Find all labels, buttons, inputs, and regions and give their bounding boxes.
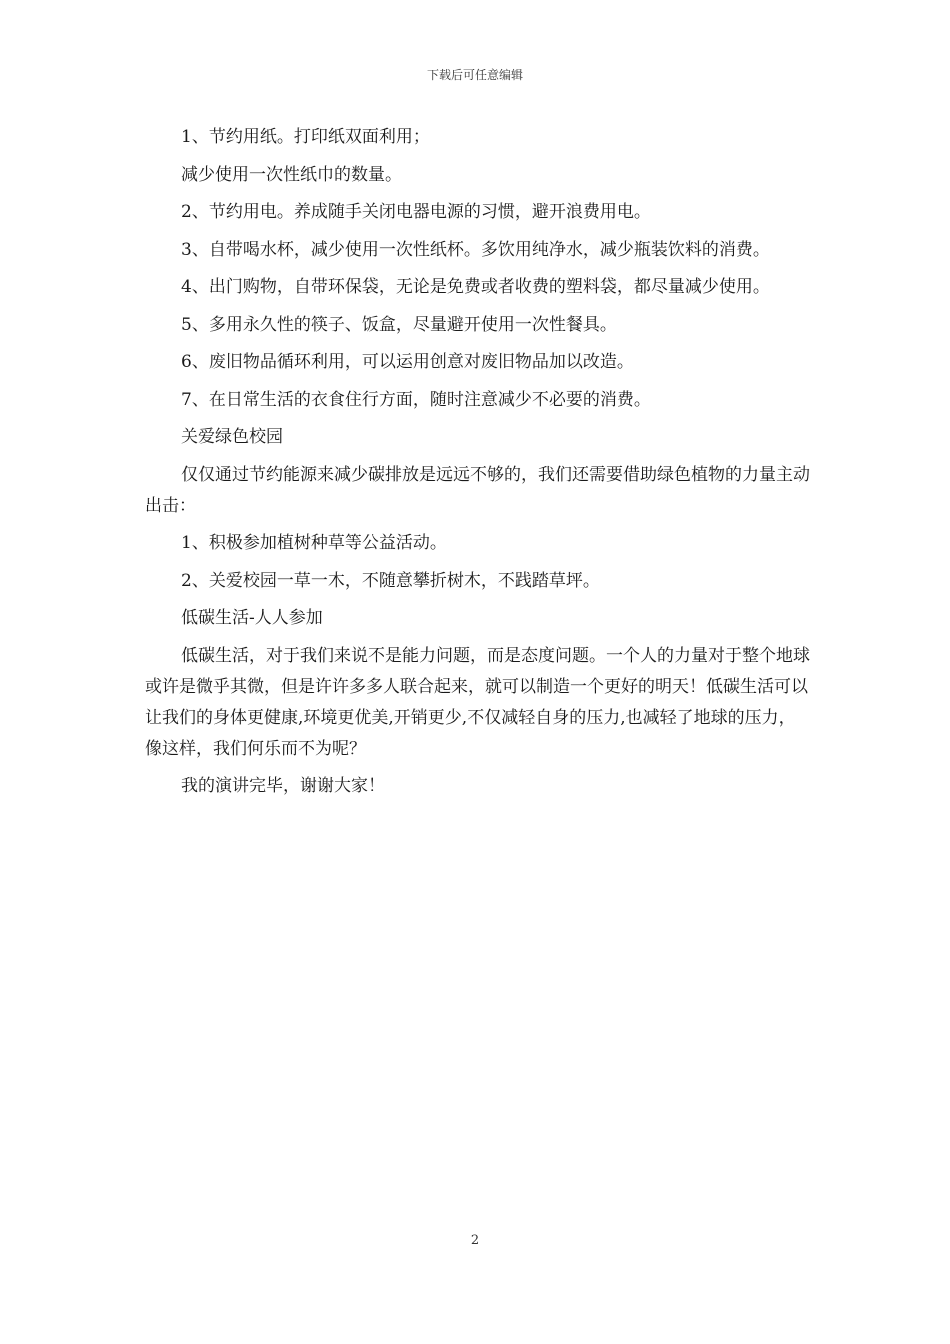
paragraph: 3、自带喝水杯，减少使用一次性纸杯。多饮用纯净水，减少瓶装饮料的消费。 [181,239,770,260]
page-number: 2 [470,1233,480,1248]
closing-paragraph: 我的演讲完毕，谢谢大家！ [181,776,385,796]
section-heading: 关爱绿色校园 [181,427,283,447]
document-body [145,122,810,809]
paragraph: 2、节约用电。养成随手关闭电器电源的习惯，避开浪费用电。 [181,202,651,222]
paragraph: 低碳生活，对于我们来说不是能力问题，而是态度问题。一个人的力量对于整个地球或许是微乎其微，但是许许多多人联合起来，就可以制造一个更好的明天！低碳生活可以让我们的身体更健康,环境更优美,开销更少,不仅减轻自身的压力,也减轻了地球的压力，像这样，我们何乐而不为呢？ [145,645,810,759]
paragraph: 7、在日常生活的衣食住行方面，随时注意减少不必要的消费。 [181,389,651,410]
page-header: 下载后可任意编辑 [426,68,523,82]
paragraph: 4、出门购物，自带环保袋，无论是免费或者收费的塑料袋，都尽量减少使用。 [181,277,770,297]
paragraph: 1、积极参加植树种草等公益活动。 [181,533,447,553]
paragraph: 6、废旧物品循环利用，可以运用创意对废旧物品加以改造。 [181,352,634,372]
paragraph: 5、多用永久性的筷子、饭盒，尽量避开使用一次性餐具。 [181,314,617,335]
paragraph: 减少使用一次性纸巾的数量。 [181,164,402,185]
paragraph: 仅仅通过节约能源来减少碳排放是远远不够的，我们还需要借助绿色植物的力量主动出击： [145,464,810,516]
section-heading: 低碳生活-人人参加 [181,608,323,628]
paragraph: 2、关爱校园一草一木，不随意攀折树木，不践踏草坪。 [181,570,600,591]
paragraph: 1、节约用纸。打印纸双面利用； [181,127,430,147]
